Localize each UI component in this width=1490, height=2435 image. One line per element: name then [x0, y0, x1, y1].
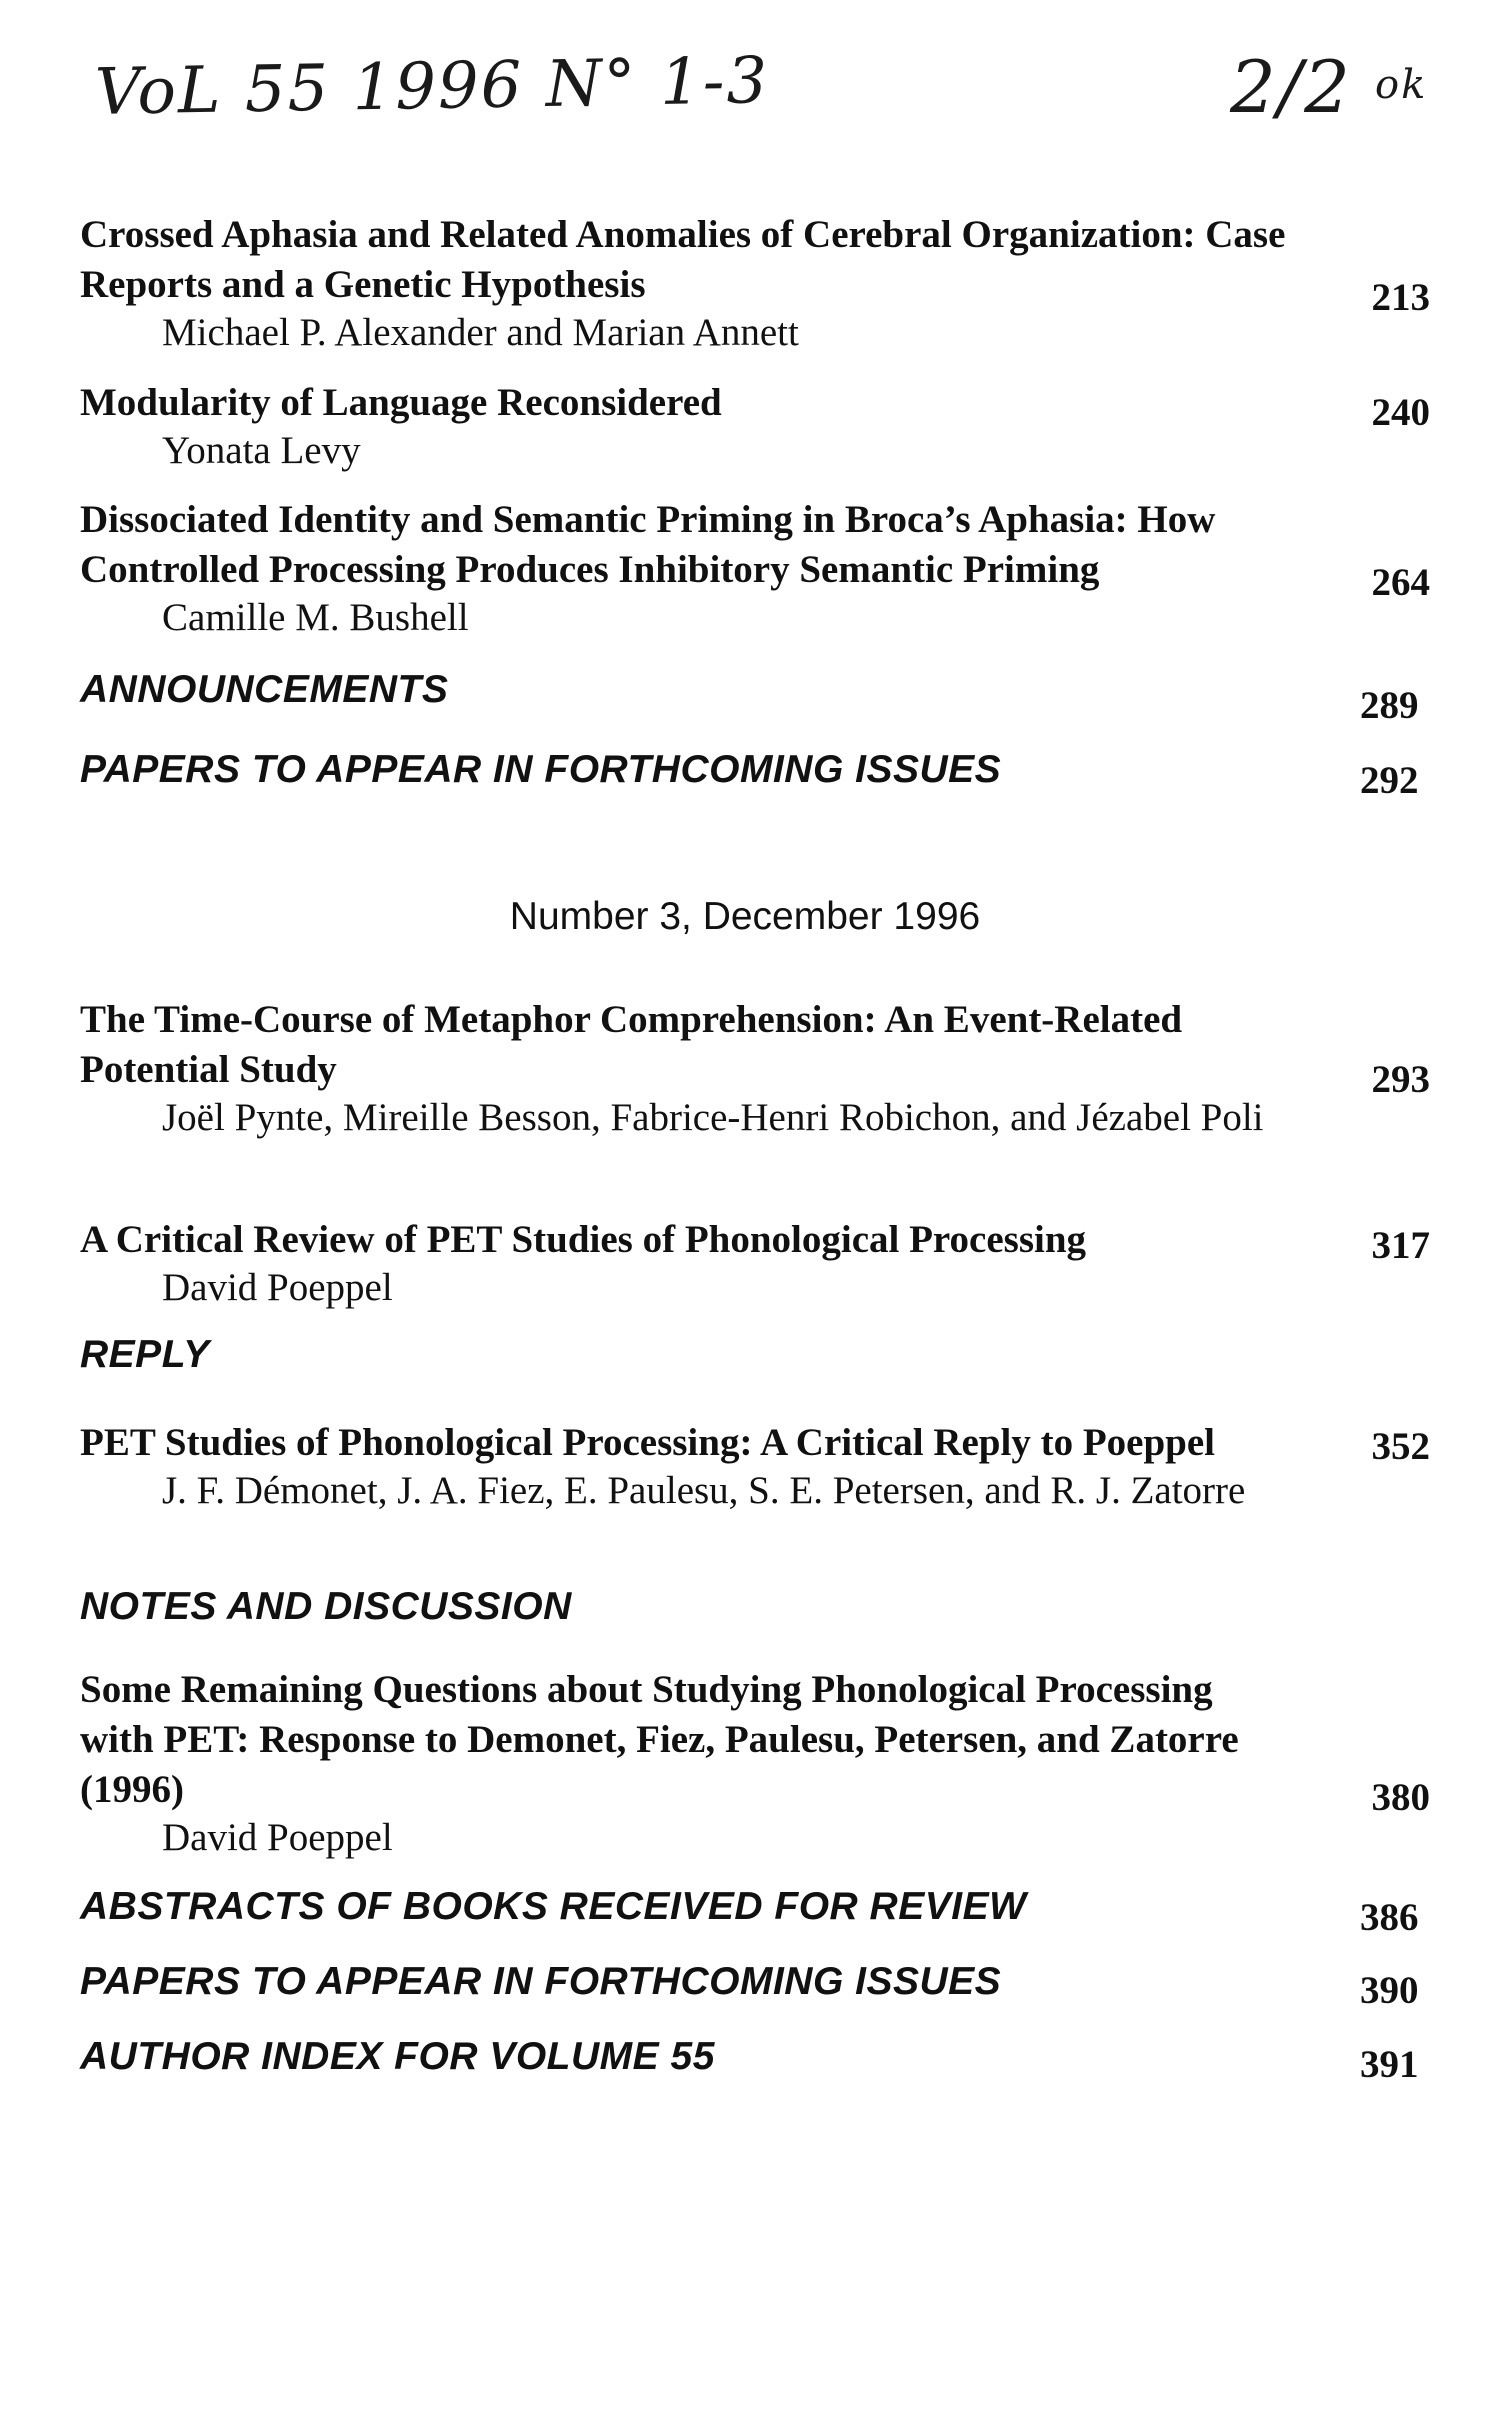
article-title: Modularity of Language Reconsidered — [80, 381, 722, 424]
article-title: Some Remaining Questions about Studying Phonological Processing with PET: Response to Demonet, Fiez, Paulesu, Petersen, and Zatorre (1996) — [80, 1668, 1239, 1811]
page-number: 292 — [1360, 759, 1419, 802]
article-title: The Time-Course of Metaphor Comprehension: An Event-Related Potential Study — [80, 998, 1183, 1091]
section-heading-author-index: AUTHOR INDEX FOR VOLUME 55 — [80, 2035, 715, 2078]
article-authors: J. F. Démonet, J. A. Fiez, E. Paulesu, S. E. Petersen, and R. J. Zatorre — [162, 1469, 1246, 1512]
article-title: Dissociated Identity and Semantic Priming in Broca’s Aphasia: How Controlled Processing Produces Inhibitory Semantic Priming — [80, 498, 1216, 591]
handwritten-ok-note: ok — [1375, 62, 1428, 108]
issue-number-heading: Number 3, December 1996 — [509, 895, 981, 938]
toc-entry — [80, 995, 1450, 1141]
section-heading-announcements: ANNOUNCEMENTS — [80, 668, 449, 711]
toc-entry — [80, 378, 1450, 474]
article-authors: Yonata Levy — [162, 429, 361, 472]
page-number: 293 — [1371, 1058, 1430, 1101]
handwritten-volume-note: VoL 55 1996 N° 1-3 — [94, 44, 770, 130]
page-number: 289 — [1360, 684, 1419, 727]
page-number: 380 — [1371, 1776, 1430, 1819]
handwritten-fraction-note: 2/2 — [1230, 45, 1352, 129]
page-number: 391 — [1360, 2043, 1419, 2086]
article-title: Crossed Aphasia and Related Anomalies of Cerebral Organization: Case Reports and a Genetic Hypothesis — [80, 213, 1286, 306]
page-number: 390 — [1360, 1969, 1419, 2012]
article-authors: Joël Pynte, Mireille Besson, Fabrice-Henri Robichon, and Jézabel Poli — [162, 1096, 1264, 1139]
article-title: A Critical Review of PET Studies of Phonological Processing — [80, 1218, 1087, 1261]
article-authors: Camille M. Bushell — [162, 596, 469, 639]
toc-entry — [80, 1215, 1450, 1311]
section-heading-forthcoming: PAPERS TO APPEAR IN FORTHCOMING ISSUES — [80, 748, 1002, 791]
section-heading-reply: REPLY — [80, 1333, 210, 1376]
article-authors: David Poeppel — [162, 1266, 393, 1309]
article-authors: Michael P. Alexander and Marian Annett — [162, 311, 799, 354]
toc-entry — [80, 210, 1450, 356]
section-heading-abstracts: ABSTRACTS OF BOOKS RECEIVED FOR REVIEW — [80, 1885, 1027, 1928]
toc-entry — [80, 495, 1450, 641]
page-number: 264 — [1371, 561, 1430, 604]
section-heading-forthcoming: PAPERS TO APPEAR IN FORTHCOMING ISSUES — [80, 1960, 1002, 2003]
page-number: 240 — [1371, 391, 1430, 434]
toc-entry — [80, 1418, 1450, 1514]
section-heading-notes: NOTES AND DISCUSSION — [80, 1585, 572, 1628]
page-number: 386 — [1360, 1896, 1419, 1939]
page-number: 213 — [1371, 276, 1430, 319]
page-number: 352 — [1371, 1425, 1430, 1468]
handwritten-annotation — [0, 0, 1490, 200]
article-title: PET Studies of Phonological Processing: A Critical Reply to Poeppel — [80, 1421, 1215, 1464]
article-authors: David Poeppel — [162, 1816, 393, 1859]
toc-entry — [80, 1665, 1450, 1861]
page-number: 317 — [1371, 1224, 1430, 1267]
